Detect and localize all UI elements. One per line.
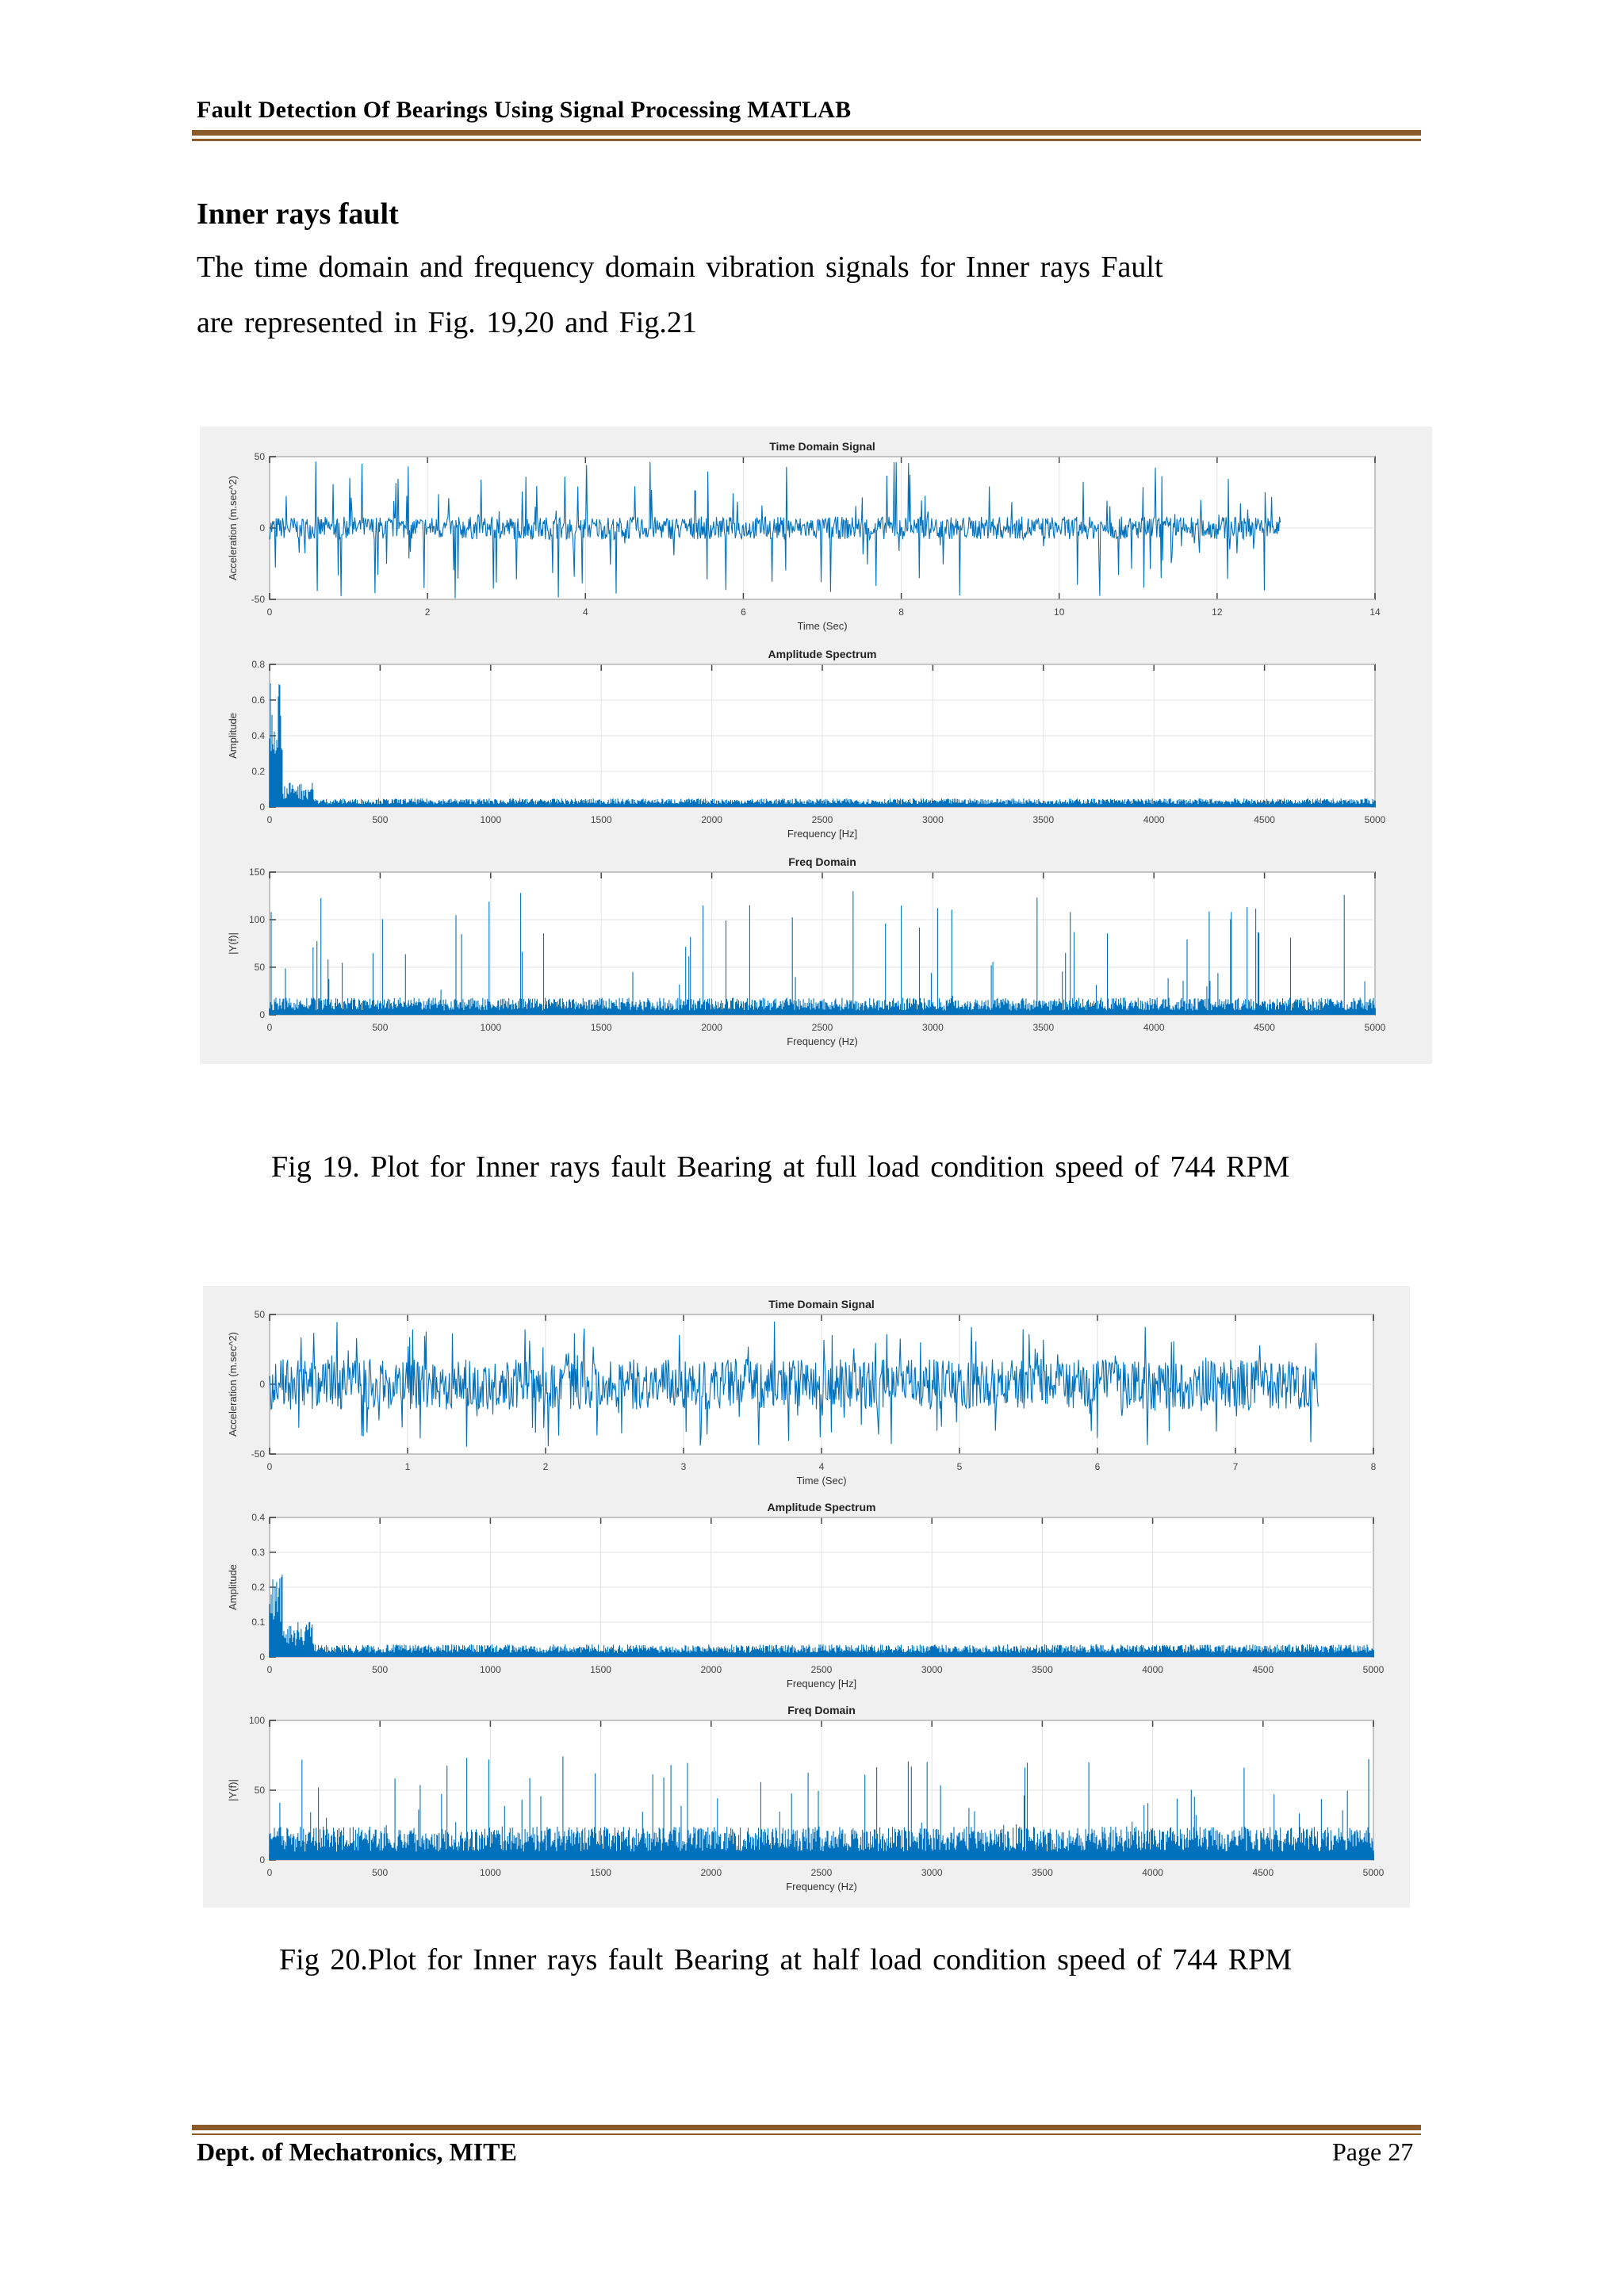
- figure-19-chart: [200, 427, 1432, 1064]
- x-tick-label: 2500: [810, 1664, 833, 1675]
- paragraph-line-2: are represented in Fig. 19,20 and Fig.21: [197, 306, 697, 339]
- x-tick-label: 5000: [1362, 1867, 1385, 1878]
- x-tick-label: 3500: [1032, 1022, 1055, 1033]
- x-tick-label: 2: [424, 607, 431, 618]
- figure-20-chart: [203, 1286, 1410, 1908]
- y-tick-label: 0: [259, 522, 265, 534]
- x-tick-label: 2500: [810, 1867, 833, 1878]
- y-tick-label: 0.8: [251, 659, 265, 670]
- x-tick-label: 3500: [1032, 1867, 1053, 1878]
- x-tick-label: 500: [372, 1664, 389, 1675]
- subplot-3: [227, 855, 1386, 1047]
- y-tick-label: 0.6: [251, 695, 265, 706]
- section-heading: Inner rays fault: [197, 197, 399, 231]
- x-tick-label: 1500: [590, 1867, 611, 1878]
- y-tick-label: 0.1: [251, 1617, 265, 1628]
- x-tick-label: 0: [266, 1664, 273, 1675]
- x-tick-label: 12: [1212, 607, 1223, 618]
- x-tick-label: 500: [372, 814, 389, 825]
- subplot-5: [227, 1501, 1385, 1689]
- subplot-6: [227, 1704, 1385, 1892]
- x-tick-label: 2: [542, 1461, 549, 1472]
- paragraph-line-1: The time domain and frequency domain vibration signals for Inner rays Fault: [197, 251, 1163, 284]
- x-axis-label: Time (Sec): [797, 620, 848, 632]
- x-tick-label: 3000: [922, 1022, 944, 1033]
- subplot-title: Time Domain Signal: [769, 440, 875, 453]
- figure-20-frame: [203, 1286, 1410, 1908]
- y-tick-label: 0: [259, 1651, 265, 1663]
- y-tick-label: 0.3: [251, 1547, 265, 1558]
- x-tick-label: 0: [266, 1867, 273, 1878]
- x-tick-label: 5000: [1364, 1022, 1386, 1033]
- y-tick-label: 0.2: [251, 1582, 265, 1593]
- y-axis-label: |Y(f)|: [227, 932, 239, 955]
- y-tick-label: 0.2: [251, 766, 265, 777]
- x-tick-label: 0: [266, 1461, 273, 1472]
- subplot-4: [227, 1298, 1377, 1487]
- x-tick-label: 0: [266, 814, 273, 825]
- x-axis-label: Frequency (Hz): [787, 1035, 858, 1047]
- x-tick-label: 1000: [480, 1867, 501, 1878]
- x-tick-label: 0: [266, 1022, 273, 1033]
- x-tick-label: 500: [372, 1867, 389, 1878]
- figure-19-frame: [200, 427, 1432, 1064]
- x-tick-label: 7: [1232, 1461, 1239, 1472]
- y-tick-label: 50: [254, 1785, 265, 1796]
- y-tick-label: 0: [259, 1009, 265, 1020]
- x-tick-label: 4000: [1143, 814, 1165, 825]
- x-tick-label: 4: [582, 607, 588, 618]
- y-tick-label: 0: [259, 1854, 265, 1866]
- x-tick-label: 500: [372, 1022, 389, 1033]
- y-tick-label: 0.4: [251, 1512, 265, 1523]
- y-tick-label: 0: [259, 1379, 265, 1390]
- y-tick-label: 50: [254, 1309, 265, 1320]
- x-tick-label: 14: [1369, 607, 1381, 618]
- x-tick-label: 4000: [1142, 1664, 1163, 1675]
- x-tick-label: 4: [818, 1461, 825, 1472]
- footer-page-number: Page 27: [1332, 2137, 1414, 2166]
- y-axis-label: |Y(f)|: [227, 1779, 239, 1801]
- y-axis-label: Amplitude: [227, 1564, 239, 1610]
- x-tick-label: 4000: [1142, 1867, 1163, 1878]
- subplot-2: [227, 648, 1386, 840]
- subplot-title: Time Domain Signal: [768, 1298, 875, 1311]
- x-tick-label: 6: [1094, 1461, 1101, 1472]
- running-header-title: Fault Detection Of Bearings Using Signal Processing MATLAB: [197, 97, 852, 123]
- x-tick-label: 10: [1054, 607, 1065, 618]
- header-rule-thick: [192, 130, 1421, 136]
- x-tick-label: 2000: [700, 1867, 722, 1878]
- x-tick-label: 3500: [1032, 1664, 1053, 1675]
- x-axis-label: Time (Sec): [796, 1475, 847, 1487]
- y-tick-label: 50: [254, 962, 265, 973]
- x-tick-label: 1500: [590, 1022, 612, 1033]
- x-tick-label: 1500: [590, 814, 612, 825]
- subplot-title: Amplitude Spectrum: [767, 1501, 876, 1513]
- y-tick-label: -50: [251, 594, 265, 605]
- x-tick-label: 4500: [1254, 814, 1275, 825]
- y-tick-label: 0: [259, 802, 265, 813]
- y-tick-label: 100: [248, 914, 265, 925]
- x-tick-label: 1000: [480, 1022, 502, 1033]
- x-tick-label: 8: [898, 607, 904, 618]
- x-tick-label: 2500: [811, 814, 833, 825]
- x-tick-label: 8: [1370, 1461, 1377, 1472]
- y-axis-label: Acceleration (m.sec^2): [227, 476, 239, 580]
- x-tick-label: 5000: [1362, 1664, 1385, 1675]
- x-tick-label: 1: [404, 1461, 411, 1472]
- figure-19-caption: Fig 19. Plot for Inner rays fault Bearing at full load condition speed of 744 RPM: [271, 1150, 1290, 1184]
- x-tick-label: 4500: [1252, 1664, 1274, 1675]
- subplot-title: Freq Domain: [788, 855, 856, 868]
- x-tick-label: 4500: [1254, 1022, 1275, 1033]
- x-tick-label: 1500: [590, 1664, 611, 1675]
- footer-department: Dept. of Mechatronics, MITE: [197, 2137, 517, 2166]
- footer-rule-thin: [192, 2133, 1421, 2135]
- y-axis-label: Amplitude: [227, 713, 239, 759]
- x-tick-label: 1000: [480, 1664, 501, 1675]
- x-tick-label: 5000: [1364, 814, 1386, 825]
- x-tick-label: 1000: [480, 814, 502, 825]
- x-tick-label: 5: [956, 1461, 963, 1472]
- footer-rule-thick: [192, 2125, 1421, 2130]
- figure-20-caption: Fig 20.Plot for Inner rays fault Bearing at half load condition speed of 744 RPM: [279, 1943, 1293, 1976]
- subplot-1: [227, 440, 1381, 632]
- x-tick-label: 3: [680, 1461, 687, 1472]
- x-axis-label: Frequency [Hz]: [786, 1678, 857, 1689]
- subplot-title: Freq Domain: [787, 1704, 856, 1716]
- x-axis-label: Frequency (Hz): [786, 1881, 857, 1892]
- x-tick-label: 4000: [1143, 1022, 1165, 1033]
- y-tick-label: 0.4: [251, 730, 265, 741]
- x-tick-label: 3500: [1032, 814, 1055, 825]
- y-tick-label: 50: [254, 451, 265, 462]
- x-tick-label: 2000: [701, 1022, 722, 1033]
- x-axis-label: Frequency [Hz]: [787, 828, 858, 840]
- x-tick-label: 6: [741, 607, 746, 618]
- subplot-title: Amplitude Spectrum: [768, 648, 877, 660]
- x-tick-label: 3000: [921, 1867, 943, 1878]
- x-tick-label: 2500: [811, 1022, 833, 1033]
- y-axis-label: Acceleration (m.sec^2): [227, 1332, 239, 1437]
- x-tick-label: 2000: [701, 814, 722, 825]
- y-tick-label: 100: [248, 1715, 265, 1726]
- x-tick-label: 2000: [700, 1664, 722, 1675]
- header-rule-thin: [192, 139, 1421, 141]
- x-tick-label: 3000: [921, 1664, 943, 1675]
- x-tick-label: 3000: [922, 814, 944, 825]
- x-tick-label: 0: [266, 607, 273, 618]
- y-tick-label: 150: [248, 867, 265, 878]
- y-tick-label: -50: [251, 1448, 265, 1460]
- x-tick-label: 4500: [1252, 1867, 1274, 1878]
